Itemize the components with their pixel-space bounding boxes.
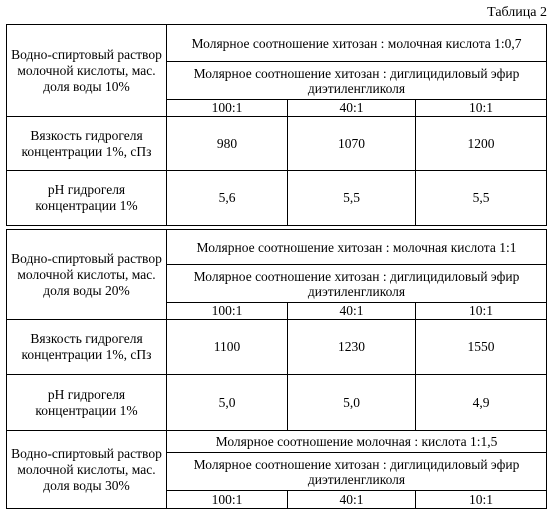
cell-value: 5,5 xyxy=(288,171,416,226)
cell-value: 1070 xyxy=(288,117,416,171)
row-label: Вязкость гидрогеля концентрации 1%, сПз xyxy=(7,320,167,375)
column-header: 10:1 xyxy=(416,100,547,117)
row-label: Вязкость гидрогеля концентрации 1%, сПз xyxy=(7,117,167,171)
ratio-ether-header: Молярное соотношение хитозан : диглицидиловый эфир диэтиленгликоля xyxy=(167,265,547,303)
column-header: 10:1 xyxy=(416,303,547,320)
table-row xyxy=(7,171,547,226)
ratio-lactic-header: Молярное соотношение хитозан : молочная кислота 1:0,7 xyxy=(167,25,547,62)
cell-value: 5,0 xyxy=(167,375,288,431)
column-header: 40:1 xyxy=(288,303,416,320)
table-block-3 xyxy=(6,430,547,509)
solution-label: Водно-спиртовый раствор молочной кислоты, мас. доля воды 20% xyxy=(7,230,167,320)
cell-value: 1550 xyxy=(416,320,547,375)
cell-value: 4,9 xyxy=(416,375,547,431)
table-row xyxy=(7,117,547,171)
row-label: pH гидрогеля концентрации 1% xyxy=(7,375,167,431)
column-header: 100:1 xyxy=(167,100,288,117)
column-header: 10:1 xyxy=(416,491,547,509)
ratio-ether-header: Молярное соотношение хитозан : диглицидиловый эфир диэтиленгликоля xyxy=(167,453,547,491)
ratio-lactic-header: Молярное соотношение молочная : кислота 1:1,5 xyxy=(167,431,547,453)
cell-value: 1200 xyxy=(416,117,547,171)
row-label: pH гидрогеля концентрации 1% xyxy=(7,171,167,226)
solution-label: Водно-спиртовый раствор молочной кислоты, мас. доля воды 30% xyxy=(7,431,167,509)
table-caption: Таблица 2 xyxy=(487,5,547,20)
solution-label: Водно-спиртовый раствор молочной кислоты, мас. доля воды 10% xyxy=(7,25,167,117)
ratio-ether-header: Молярное соотношение хитозан : диглицидиловый эфир диэтиленгликоля xyxy=(167,62,547,100)
column-header: 100:1 xyxy=(167,491,288,509)
cell-value: 5,5 xyxy=(416,171,547,226)
column-header: 40:1 xyxy=(288,491,416,509)
table-row xyxy=(7,320,547,375)
table-block-2 xyxy=(6,229,547,431)
table-block-1 xyxy=(6,24,547,226)
cell-value: 5,0 xyxy=(288,375,416,431)
cell-value: 980 xyxy=(167,117,288,171)
cell-value: 1230 xyxy=(288,320,416,375)
ratio-lactic-header: Молярное соотношение хитозан : молочная кислота 1:1 xyxy=(167,230,547,265)
column-header: 100:1 xyxy=(167,303,288,320)
column-header: 40:1 xyxy=(288,100,416,117)
table-row xyxy=(7,375,547,431)
cell-value: 5,6 xyxy=(167,171,288,226)
cell-value: 1100 xyxy=(167,320,288,375)
